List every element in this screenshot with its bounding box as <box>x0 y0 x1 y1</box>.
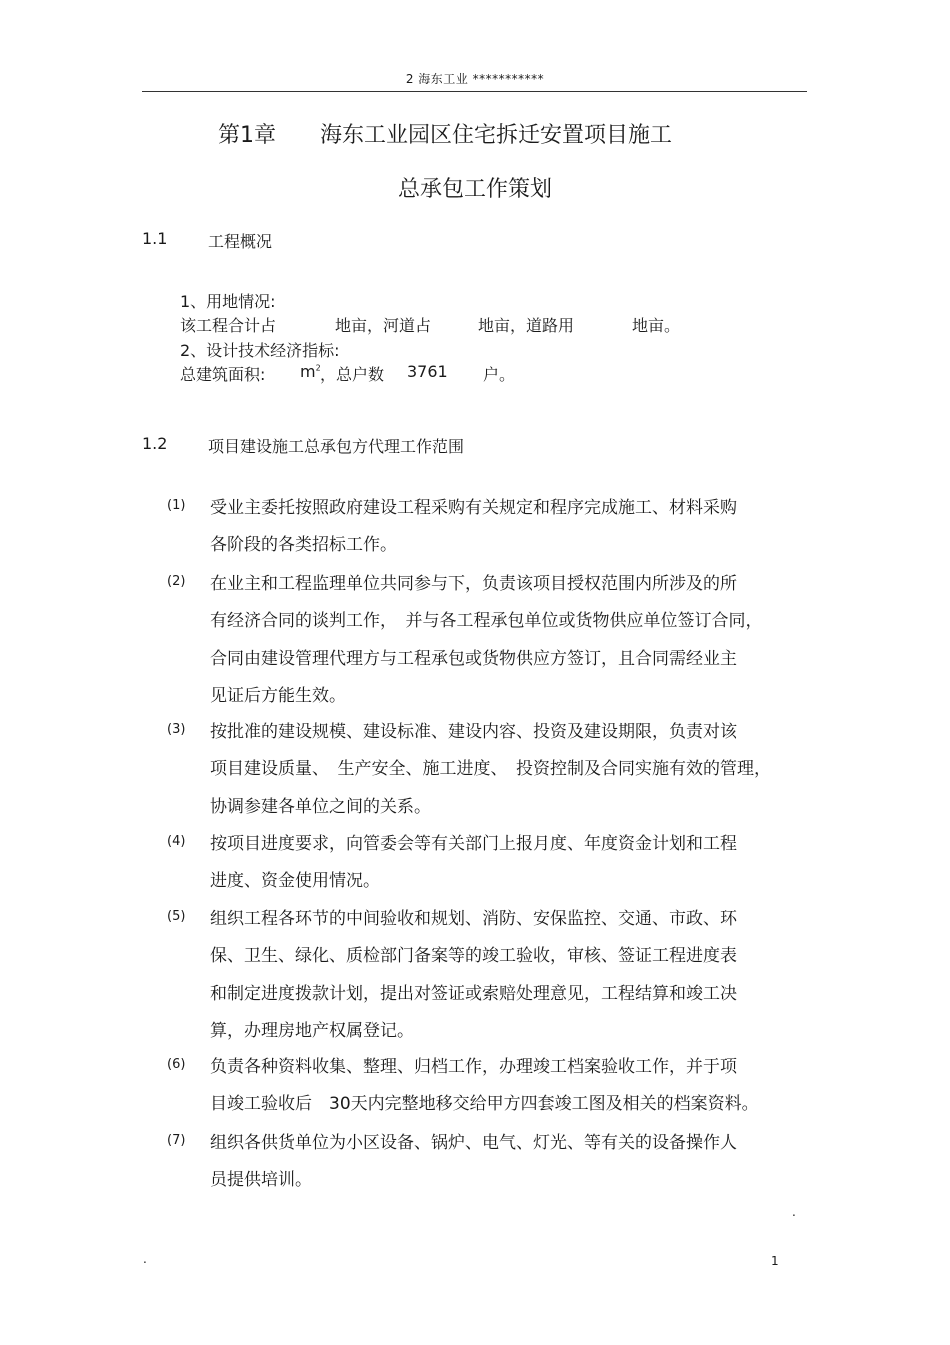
households-unit: 户。 <box>483 365 516 384</box>
list-item-number: (7) <box>167 1133 186 1148</box>
list-item-line: 项目建设质量、 生产安全、施工进度、 投资控制及合同实施有效的管理， <box>210 759 771 779</box>
list-item-number: (5) <box>167 909 186 924</box>
section-number: 1.1 <box>142 229 168 248</box>
section-title: 项目建设施工总承包方代理工作范围 <box>208 437 465 456</box>
unit-superscript: 2 <box>315 363 321 373</box>
design-label: 2、设计技术经济指标: <box>180 341 340 360</box>
list-item-line: 合同由建设管理代理方与工程承包或货物供应方签订，且合同需经业主 <box>210 649 737 669</box>
list-item-line: 按项目进度要求，向管委会等有关部门上报月度、年度资金计划和工程 <box>210 834 737 854</box>
list-item-number: (6) <box>167 1057 186 1072</box>
list-item-line: 员提供培训。 <box>210 1170 312 1190</box>
list-item-number: (3) <box>167 722 186 737</box>
chapter-heading <box>218 118 672 149</box>
list-item-line: 各阶段的各类招标工作。 <box>210 535 397 555</box>
land-label: 1、用地情况: <box>180 292 276 311</box>
list-item-number: (4) <box>167 834 186 849</box>
area-label: 总建筑面积: <box>180 365 266 384</box>
page-number: 1 <box>771 1254 779 1268</box>
section-heading-1-2 <box>142 434 542 454</box>
list-item-line: 受业主委托按照政府建设工程采购有关规定和程序完成施工、材料采购 <box>210 498 737 518</box>
list-item-line: 在业主和工程监理单位共同参与下，负责该项目授权范围内所涉及的所 <box>210 574 737 594</box>
land-line <box>180 313 740 335</box>
area-unit <box>300 362 321 381</box>
page-header: 2 海东工业 *********** <box>405 72 545 86</box>
list-item-line: 按批准的建设规模、建设标准、建设内容、投资及建设期限，负责对该 <box>210 722 737 742</box>
header-rule <box>142 91 807 92</box>
list-item-line: 组织各供货单位为小区设备、锅炉、电气、灯光、等有关的设备操作人 <box>210 1133 737 1153</box>
land-text-3: 地亩，道路用 <box>478 316 575 335</box>
land-text-4: 地亩。 <box>632 316 681 335</box>
list-item-line: 组织工程各环节的中间验收和规划、消防、安保监控、交通、市政、环 <box>210 909 737 929</box>
list-item-line: 保、卫生、绿化、质检部门备案等的竣工验收，审核、签证工程进度表 <box>210 946 737 966</box>
section-number: 1.2 <box>142 434 168 453</box>
list-item-line: 算，办理房地产权属登记。 <box>210 1021 414 1041</box>
list-item-line: 见证后方能生效。 <box>210 686 346 706</box>
list-item-line: 和制定进度拨款计划，提出对签证或索赔处理意见，工程结算和竣工决 <box>210 984 737 1004</box>
households-label: ，总户数 <box>320 365 385 384</box>
section-heading-1-1 <box>142 229 442 249</box>
list-item-number: (2) <box>167 574 186 589</box>
households-count: 3761 <box>407 362 448 381</box>
list-item-number: (1) <box>167 498 186 513</box>
land-text-1: 该工程合计占 <box>180 316 277 335</box>
footer-dot-left: . <box>143 1252 147 1266</box>
list-item-line: 有经济合同的谈判工作， 并与各工程承包单位或货物供应单位签订合同， <box>210 611 763 631</box>
list-item-line: 负责各种资料收集、整理、归档工作，办理竣工档案验收工作，并于项 <box>210 1057 737 1077</box>
section-title: 工程概况 <box>208 232 273 251</box>
land-text-2: 地亩，河道占 <box>335 316 432 335</box>
list-item-line: 进度、资金使用情况。 <box>210 871 380 891</box>
footer-dot-right: . <box>792 1205 796 1219</box>
unit-text: m <box>300 362 316 381</box>
list-item-line: 协调参建各单位之间的关系。 <box>210 797 431 817</box>
chapter-number: 第1章 <box>218 123 276 148</box>
chapter-subtitle: 总承包工作策划 <box>397 177 552 202</box>
chapter-title: 海东工业园区住宅拆迁安置项目施工 <box>320 123 673 148</box>
area-line <box>180 362 600 384</box>
list-item-line: 目竣工验收后 30天内完整地移交给甲方四套竣工图及相关的档案资料。 <box>210 1094 759 1114</box>
